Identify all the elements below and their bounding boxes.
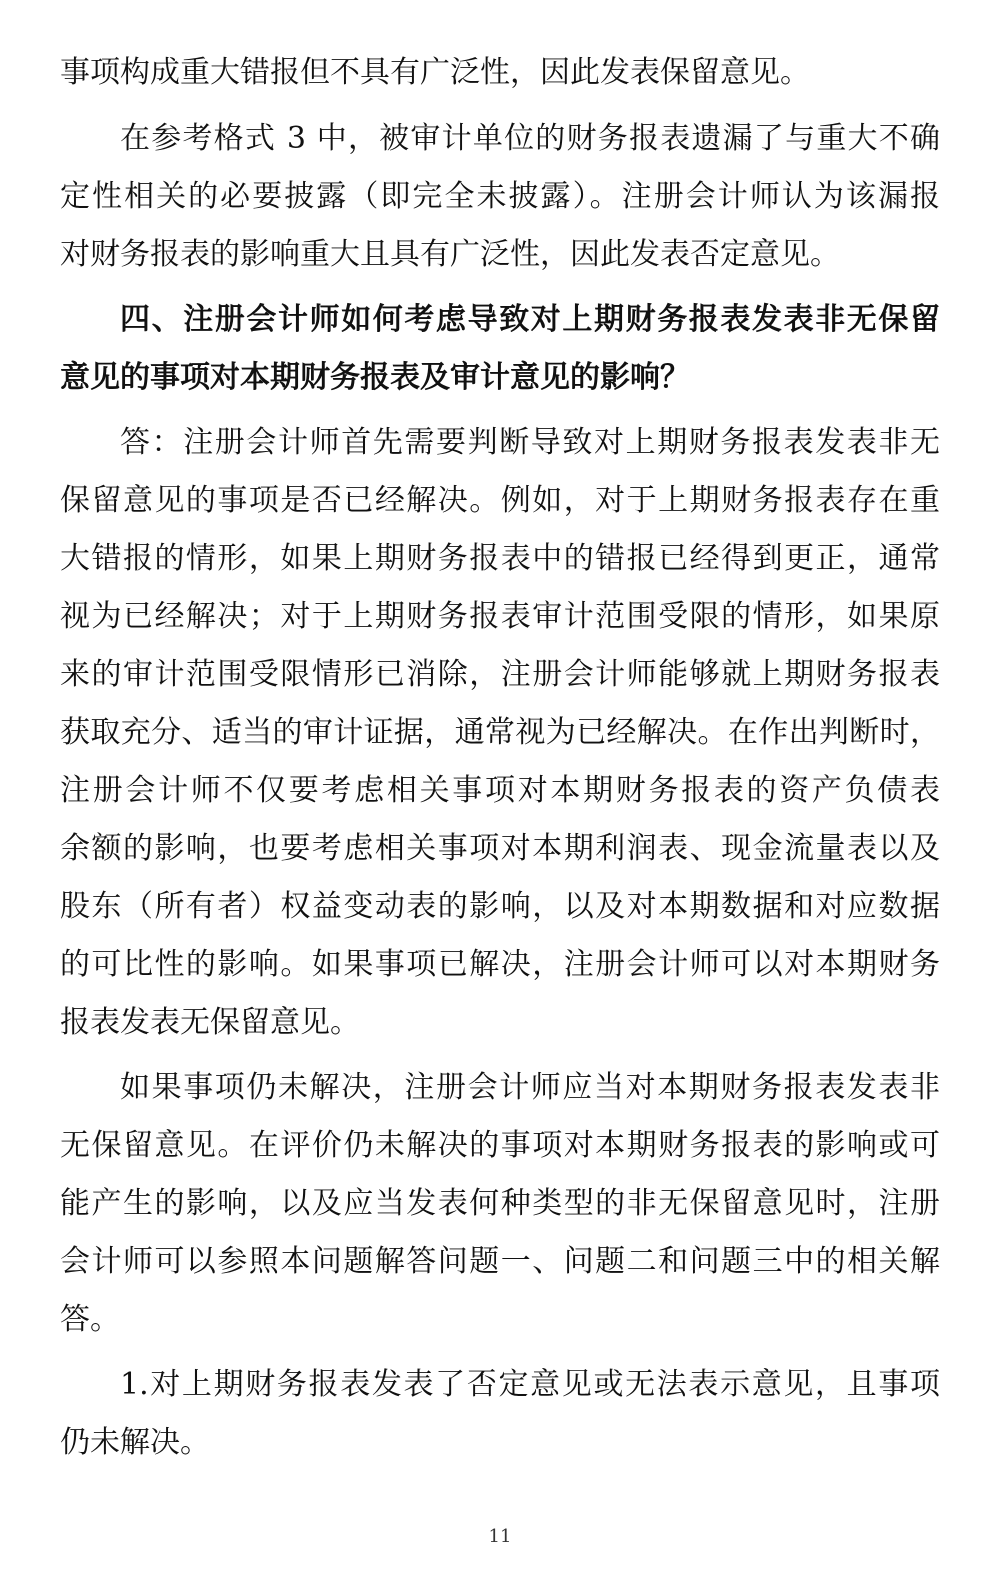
answer-paragraph-line: 报表发表无保留意见。 — [60, 1005, 360, 1040]
section-heading-line: 四、注册会计师如何考虑导致对上期财务报表发表非无保留 — [120, 302, 940, 337]
answer-paragraph-line: 注册会计师不仅要考虑相关事项对本期财务报表的资产负债表 — [60, 773, 940, 808]
unresolved-paragraph-line: 无保留意见。在评价仍未解决的事项对本期财务报表的影响或可 — [60, 1128, 940, 1163]
unresolved-paragraph-line: 答。 — [60, 1302, 120, 1337]
answer-paragraph-line: 保留意见的事项是否已经解决。例如，对于上期财务报表存在重 — [60, 483, 940, 518]
item-1-line: 仍未解决。 — [60, 1425, 210, 1460]
answer-paragraph-line: 余额的影响，也要考虑相关事项对本期利润表、现金流量表以及 — [60, 831, 940, 866]
unresolved-paragraph-line: 如果事项仍未解决，注册会计师应当对本期财务报表发表非 — [120, 1070, 940, 1105]
answer-paragraph-line: 视为已经解决；对于上期财务报表审计范围受限的情形，如果原 — [60, 599, 940, 634]
answer-paragraph-line: 股东（所有者）权益变动表的影响，以及对本期数据和对应数据 — [60, 889, 940, 924]
item-1-line: 1.对上期财务报表发表了否定意见或无法表示意见，且事项 — [120, 1367, 940, 1402]
answer-paragraph-line: 大错报的情形，如果上期财务报表中的错报已经得到更正，通常 — [60, 541, 940, 576]
section-heading-line: 意见的事项对本期财务报表及审计意见的影响？ — [60, 360, 690, 395]
page-number: 11 — [488, 1526, 512, 1547]
paragraph-format3-line: 在参考格式 3 中，被审计单位的财务报表遗漏了与重大不确 — [120, 121, 940, 156]
paragraph-continuation-line: 事项构成重大错报但不具有广泛性，因此发表保留意见。 — [60, 55, 810, 90]
answer-paragraph-line: 的可比性的影响。如果事项已解决，注册会计师可以对本期财务 — [60, 947, 940, 982]
unresolved-paragraph-line: 会计师可以参照本问题解答问题一、问题二和问题三中的相关解 — [60, 1244, 940, 1279]
answer-paragraph-line: 答：注册会计师首先需要判断导致对上期财务报表发表非无 — [120, 425, 940, 460]
paragraph-format3-line: 定性相关的必要披露（即完全未披露）。注册会计师认为该漏报 — [60, 179, 940, 214]
unresolved-paragraph-line: 能产生的影响，以及应当发表何种类型的非无保留意见时，注册 — [60, 1186, 940, 1221]
answer-paragraph-line: 获取充分、适当的审计证据，通常视为已经解决。在作出判断时， — [60, 715, 940, 750]
paragraph-format3-line: 对财务报表的影响重大且具有广泛性，因此发表否定意见。 — [60, 237, 840, 272]
answer-paragraph-line: 来的审计范围受限情形已消除，注册会计师能够就上期财务报表 — [60, 657, 940, 692]
